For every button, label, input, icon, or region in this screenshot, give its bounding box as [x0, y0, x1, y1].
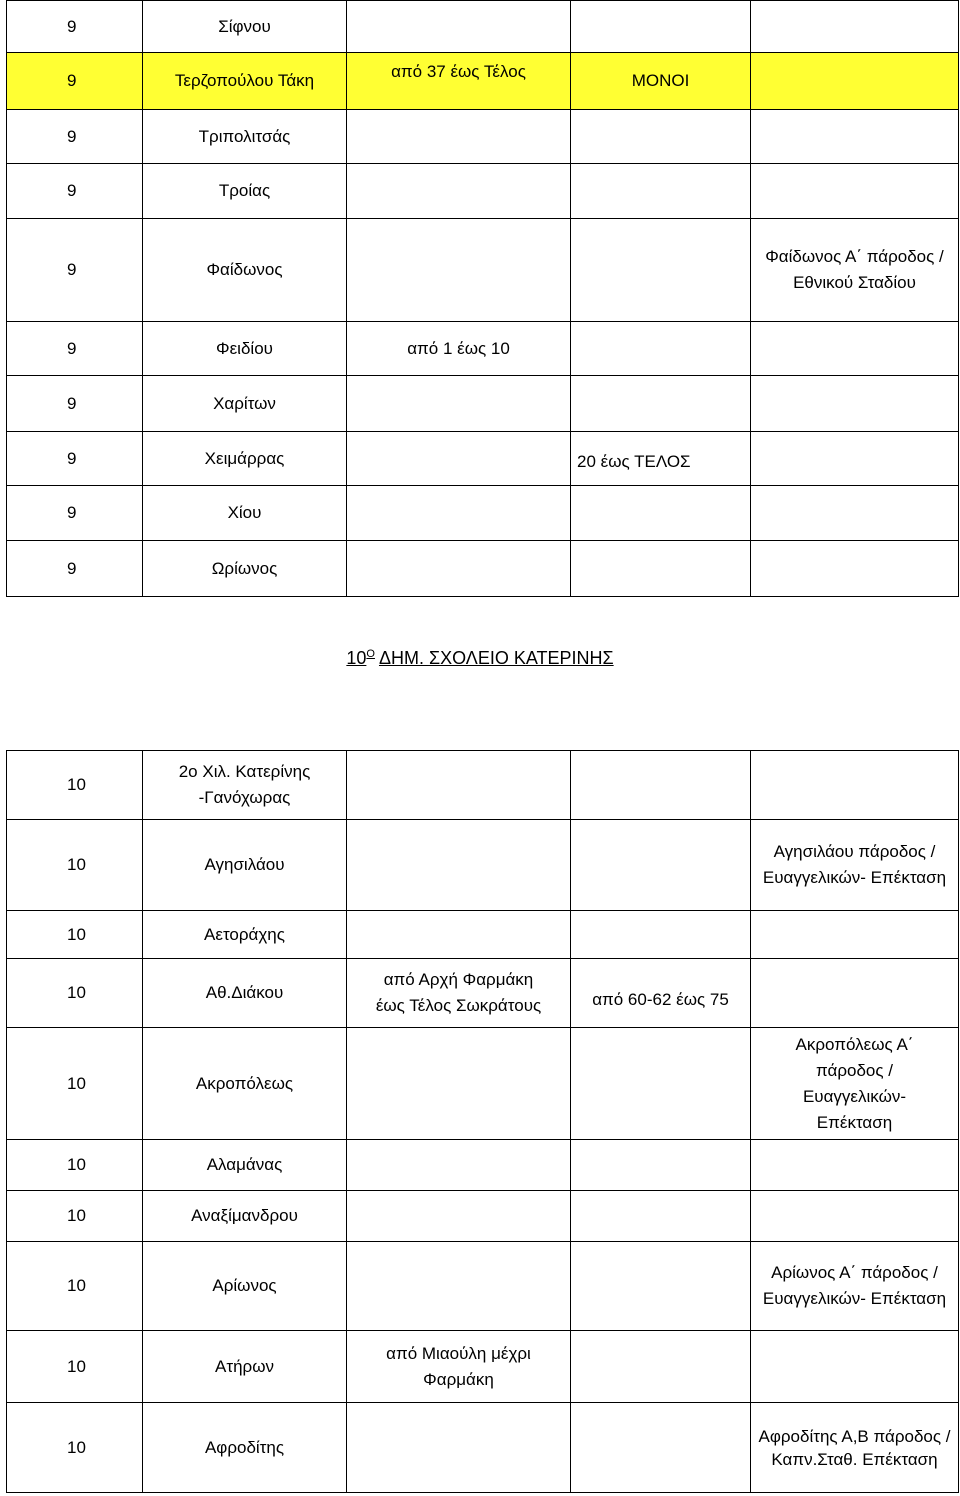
street-name: Τροίας	[143, 164, 347, 219]
school-heading	[0, 648, 960, 669]
school-heading-number: 10	[346, 648, 367, 668]
school-number: 9	[7, 322, 143, 376]
street-table-school-10	[6, 750, 959, 1493]
street-note	[571, 820, 751, 911]
street-range	[347, 1028, 571, 1140]
table-row-highlighted	[7, 53, 959, 110]
street-table-school-9	[6, 0, 959, 597]
table-row	[7, 322, 959, 376]
street-note	[571, 751, 751, 820]
street-note	[571, 376, 751, 432]
street-note	[571, 1140, 751, 1191]
school-number: 9	[7, 53, 143, 110]
street-range	[347, 110, 571, 164]
street-note	[571, 110, 751, 164]
table-row	[7, 164, 959, 219]
school-number: 10	[7, 1242, 143, 1331]
school-number: 10	[7, 1403, 143, 1493]
table-row	[7, 110, 959, 164]
table-row	[7, 541, 959, 597]
table-row	[7, 1403, 959, 1493]
street-name: Αετοράχης	[143, 911, 347, 959]
table-row	[7, 1191, 959, 1242]
street-range	[347, 911, 571, 959]
street-range	[347, 1242, 571, 1331]
street-name: Τερζοπούλου Τάκη	[143, 53, 347, 110]
school-number: 9	[7, 219, 143, 322]
table-row	[7, 751, 959, 820]
table-row	[7, 1028, 959, 1140]
street-range: από 37 έως Τέλος	[347, 53, 571, 110]
street-name: Φειδίου	[143, 322, 347, 376]
street-name: Αλαμάνας	[143, 1140, 347, 1191]
school-number: 9	[7, 110, 143, 164]
street-note	[571, 1331, 751, 1403]
street-name: 2ο Χιλ. Κατερίνης -Γανόχωρας	[143, 751, 347, 820]
street-name: Ωρίωνος	[143, 541, 347, 597]
street-range: από 1 έως 10	[347, 322, 571, 376]
school-number: 10	[7, 1331, 143, 1403]
street-range	[347, 1403, 571, 1493]
street-note	[571, 1028, 751, 1140]
street-note	[571, 486, 751, 541]
street-remark	[751, 376, 959, 432]
street-range: από Μιαούλη μέχρι Φαρμάκη	[347, 1331, 571, 1403]
street-range	[347, 432, 571, 486]
street-note	[571, 1, 751, 53]
street-range	[347, 820, 571, 911]
street-remark	[751, 1, 959, 53]
street-remark: Αρίωνος Α΄ πάροδος / Ευαγγελικών- Επέκταση	[751, 1242, 959, 1331]
school-number: 9	[7, 164, 143, 219]
street-remark	[751, 164, 959, 219]
street-range	[347, 1140, 571, 1191]
street-remark	[751, 1331, 959, 1403]
street-remark	[751, 110, 959, 164]
street-remark: Ακροπόλεως Α΄ πάροδος / Ευαγγελικών- Επέκταση	[751, 1028, 959, 1140]
school-number: 9	[7, 376, 143, 432]
street-name: Αναξίμανδρου	[143, 1191, 347, 1242]
street-remark	[751, 1140, 959, 1191]
street-remark	[751, 1191, 959, 1242]
school-number: 10	[7, 959, 143, 1028]
street-name: Σίφνου	[143, 1, 347, 53]
street-note	[571, 541, 751, 597]
street-range	[347, 541, 571, 597]
table-row	[7, 486, 959, 541]
street-remark	[751, 541, 959, 597]
table-row	[7, 820, 959, 911]
street-note	[571, 1242, 751, 1331]
street-range	[347, 1191, 571, 1242]
street-range	[347, 751, 571, 820]
street-name: Αρίωνος	[143, 1242, 347, 1331]
school-heading-title: ΔΗΜ. ΣΧΟΛΕΙΟ ΚΑΤΕΡΙΝΗΣ	[378, 648, 614, 668]
street-name: Αγησιλάου	[143, 820, 347, 911]
street-name: Αφροδίτης	[143, 1403, 347, 1493]
table-row	[7, 1, 959, 53]
street-note	[571, 322, 751, 376]
street-note: ΜΟΝΟΙ	[571, 53, 751, 110]
school-number: 9	[7, 432, 143, 486]
table-row	[7, 219, 959, 322]
school-heading-superscript: Ο	[366, 648, 375, 660]
street-name: Ατήρων	[143, 1331, 347, 1403]
street-name: Φαίδωνος	[143, 219, 347, 322]
table-row	[7, 432, 959, 486]
table-row	[7, 1331, 959, 1403]
school-number: 10	[7, 911, 143, 959]
street-range: από Αρχή Φαρμάκη έως Τέλος Σωκράτους	[347, 959, 571, 1028]
school-number: 10	[7, 1140, 143, 1191]
school-number: 10	[7, 820, 143, 911]
street-remark	[751, 911, 959, 959]
school-number: 10	[7, 751, 143, 820]
street-note	[571, 219, 751, 322]
street-remark	[751, 486, 959, 541]
table-row	[7, 959, 959, 1028]
street-remark	[751, 751, 959, 820]
street-range	[347, 1, 571, 53]
table-row	[7, 1140, 959, 1191]
school-number: 10	[7, 1028, 143, 1140]
street-range	[347, 219, 571, 322]
table-row	[7, 1242, 959, 1331]
street-remark	[751, 53, 959, 110]
school-number: 9	[7, 486, 143, 541]
street-name: Αθ.Διάκου	[143, 959, 347, 1028]
street-remark	[751, 432, 959, 486]
street-note: 20 έως ΤΕΛΟΣ	[571, 432, 751, 486]
street-remark	[751, 959, 959, 1028]
street-remark	[751, 322, 959, 376]
school-number: 9	[7, 541, 143, 597]
street-range	[347, 376, 571, 432]
table-row	[7, 376, 959, 432]
street-note: από 60-62 έως 75	[571, 959, 751, 1028]
table-row	[7, 911, 959, 959]
street-note	[571, 911, 751, 959]
street-remark: Αφροδίτης Α,Β πάροδος / Καπν.Σταθ. Επέκταση	[751, 1403, 959, 1493]
street-name: Χειμάρρας	[143, 432, 347, 486]
street-note	[571, 164, 751, 219]
street-range	[347, 164, 571, 219]
street-range	[347, 486, 571, 541]
street-remark: Φαίδωνος Α΄ πάροδος / Εθνικού Σταδίου	[751, 219, 959, 322]
school-number: 9	[7, 1, 143, 53]
street-name: Χαρίτων	[143, 376, 347, 432]
street-name: Ακροπόλεως	[143, 1028, 347, 1140]
street-name: Τριπολιτσάς	[143, 110, 347, 164]
street-remark: Αγησιλάου πάροδος / Ευαγγελικών- Επέκταση	[751, 820, 959, 911]
street-name: Χίου	[143, 486, 347, 541]
street-note	[571, 1191, 751, 1242]
school-number: 10	[7, 1191, 143, 1242]
street-note	[571, 1403, 751, 1493]
